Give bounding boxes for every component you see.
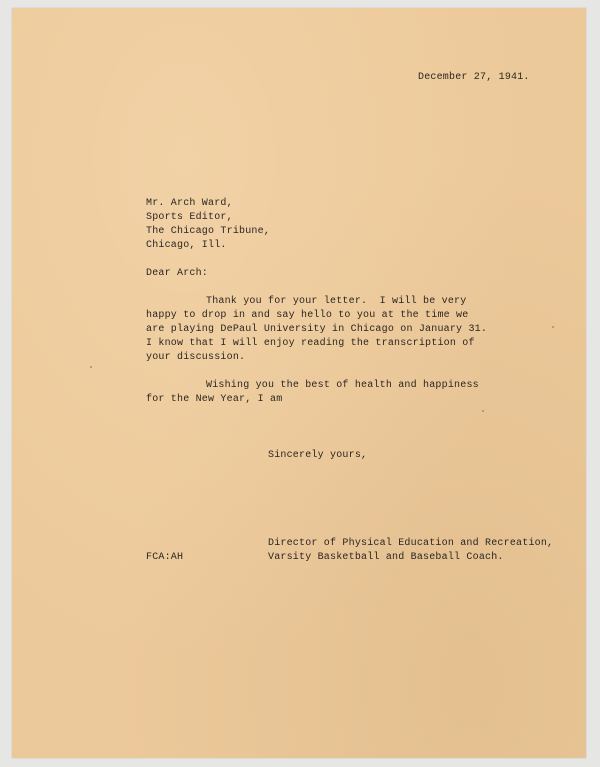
salutation: Dear Arch:: [146, 268, 209, 279]
body-paragraph-1-line-5: your discussion.: [146, 352, 246, 363]
recipient-title: Sports Editor,: [146, 212, 233, 223]
signature-title-line-1: Director of Physical Education and Recreation,: [268, 538, 554, 549]
body-paragraph-2-line-1: Wishing you the best of health and happiness: [206, 380, 479, 391]
body-paragraph-1-line-2: happy to drop in and say hello to you at the time we: [146, 310, 469, 321]
closing: Sincerely yours,: [268, 450, 368, 461]
paper-speck: [552, 326, 554, 328]
recipient-city: Chicago, Ill.: [146, 240, 227, 251]
recipient-organization: The Chicago Tribune,: [146, 226, 271, 237]
body-paragraph-1-line-4: I know that I will enjoy reading the transcription of: [146, 338, 475, 349]
signature-title-line-2: Varsity Basketball and Baseball Coach.: [268, 552, 504, 563]
letter-date: December 27, 1941.: [418, 72, 530, 83]
letter-page: [12, 8, 586, 758]
body-paragraph-2-line-2: for the New Year, I am: [146, 394, 283, 405]
reference-initials: FCA:AH: [146, 552, 184, 563]
recipient-name: Mr. Arch Ward,: [146, 198, 233, 209]
body-paragraph-1-line-1: Thank you for your letter. I will be very: [206, 296, 467, 307]
body-paragraph-1-line-3: are playing DePaul University in Chicago on January 31.: [146, 324, 488, 335]
paper-speck: [482, 410, 484, 412]
paper-speck: [90, 366, 92, 368]
